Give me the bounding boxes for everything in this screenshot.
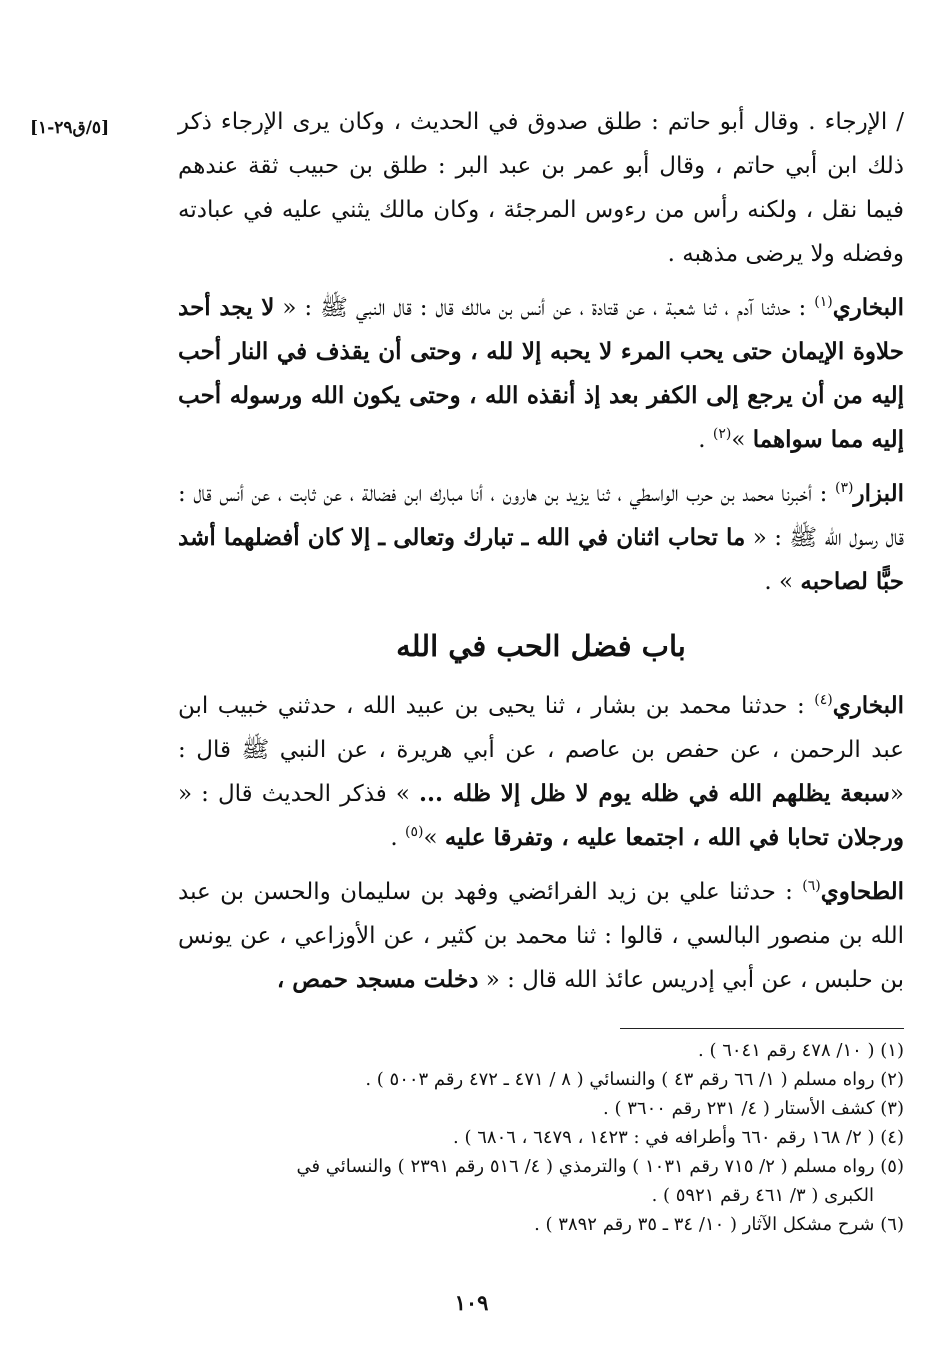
footnote-number: (١) [880,1040,904,1061]
footnote [178,1094,904,1123]
narrator-name: البزار [853,480,904,507]
footnote-number: (٦) [880,1214,904,1235]
narrator-name: البخاري [832,692,904,719]
footnote-text: ( ٢/ ١٦٨ رقم ٦٦٠ وأطرافه في : ١٤٢٣ ، ٦٤٧٩ ، ٦٨٠٦ ) . [453,1127,875,1148]
footnotes [178,1024,904,1239]
footnote-number: (٣) [880,1098,904,1119]
isnad-text: : أخبرنا محمد بن حرب الواسطي ، ثنا يزيد بن هارون ، أنا مبارك ابن فضالة ، عن ثابت ، عن أنس قال : قال رسول الله ﷺ : « [178,481,904,551]
footnote-text: رواه مسلم ( ٢/ ٧١٥ رقم ١٠٣١ ) والترمذي ( ٤/ ٥١٦ رقم ٢٣٩١ ) والنسائي في [296,1156,875,1177]
paragraph-3 [178,472,904,604]
isnad-text: » فذكر الحديث قال : « [178,781,419,807]
footnote-ref: (٣) [835,480,854,496]
section-heading: باب فضل الحب في الله [396,629,686,663]
manuscript-folio-note: [٥/ق٢٩-١] [30,118,110,138]
main-text [178,100,904,1002]
quote-close: » . [764,569,801,595]
paragraph-5 [178,870,904,1002]
footnote-ref: (٥) [405,824,424,840]
hadith-text: ما تحاب اثنان في الله ـ تبارك وتعالى ـ إلا كان أفضلهما أشد حبًّا لصاحبه [178,524,904,595]
footnote [178,1123,904,1152]
footnote [178,1210,904,1239]
hadith-text: ورجلان تحابا في الله ، اجتمعا عليه ، وتفرقا عليه [444,824,904,851]
isnad-text: : حدثنا آدم ، ثنا شعبة ، عن قتادة ، عن أنس بن مالك قال : قال النبي ﷺ : « [274,295,815,321]
hadith-text: لا يجد أحد حلاوة الإيمان حتى يحب المرء لا يحبه إلا لله ، وحتى أن يقذف في النار أحب إليه من أن يرجع إلى الكفر بعد إذ أنقذه الله ، وحتى يكون الله ورسوله أحب إليه مما سواهما [178,294,904,453]
footnote-text: شرح مشكل الآثار ( ١٠/ ٣٤ ـ ٣٥ رقم ٣٨٩٢ ) . [534,1214,875,1235]
hadith-text: سبعة يظلهم الله في ظله يوم لا ظل إلا ظله ... [419,780,890,807]
narrator-name: الطحاوي [820,878,904,905]
footnote-ref: (٦) [802,878,821,894]
footnote [178,1152,904,1210]
period: . [698,427,713,453]
footnote-text: كشف الأستار ( ٤/ ٢٣١ رقم ٣٦٠٠ ) . [603,1098,875,1119]
footnote-number: (٥) [880,1156,904,1177]
footnote-ref: (٢) [712,426,732,442]
narrator-name: البخاري [832,294,904,321]
isnad-text: : حدثنا علي بن زيد الفرائضي وفهد بن سليمان والحسن بن عبد الله بن منصور البالسي ، قالوا : ثنا محمد بن كثير ، عن الأوزاعي ، عن يونس بن حلبس ، عن أبي إدريس عائذ الله قال : « [178,879,904,993]
footnote-text: ( ١٠/ ٤٧٨ رقم ٦٠٤١ ) . [698,1040,875,1061]
footnote-continuation: الكبرى ( ٣/ ٤٦١ رقم ٥٩٢١ ) . [651,1185,874,1206]
page-number: ١٠٩ [454,1290,489,1315]
footnote-ref: (٤) [814,692,833,708]
footnote-number: (٤) [880,1127,904,1148]
paragraph-2 [178,286,904,462]
paragraph-text: / الإرجاء . وقال أبو حاتم : طلق صدوق في الحديث ، وكان يرى الإرجاء ذكر ذلك ابن أبي حاتم ، وقال أبو عمر بن عبد البر : طلق بن حبيب ثقة عندهم فيما نقل ، ولكنه رأس من رءوس المرجئة ، وكان مالك يثني عليه في عبادته وفضله ولا يرضى مذهبه . [178,109,904,267]
hadith-text: دخلت مسجد حمص ، [276,966,479,993]
footnote-ref: (١) [814,294,833,310]
paragraph-1 [178,100,904,276]
period: . [390,825,405,851]
paragraph-4 [178,684,904,860]
footnote [178,1065,904,1094]
quote-close: » [423,825,445,851]
isnad-text: : حدثنا محمد بن بشار ، ثنا يحيى بن عبيد الله ، حدثني خبيب ابن عبد الرحمن ، عن حفص بن عاصم ، عن أبي هريرة ، عن النبي ﷺ قال : « [178,693,904,807]
footnote-number: (٢) [880,1069,904,1090]
quote-close: » [731,427,753,453]
footnote [178,1036,904,1065]
footnote-text: رواه مسلم ( ١/ ٦٦ رقم ٤٣ ) والنسائي ( ٨ / ٤٧١ ـ ٤٧٢ رقم ٥٠٠٣ ) . [365,1069,875,1090]
